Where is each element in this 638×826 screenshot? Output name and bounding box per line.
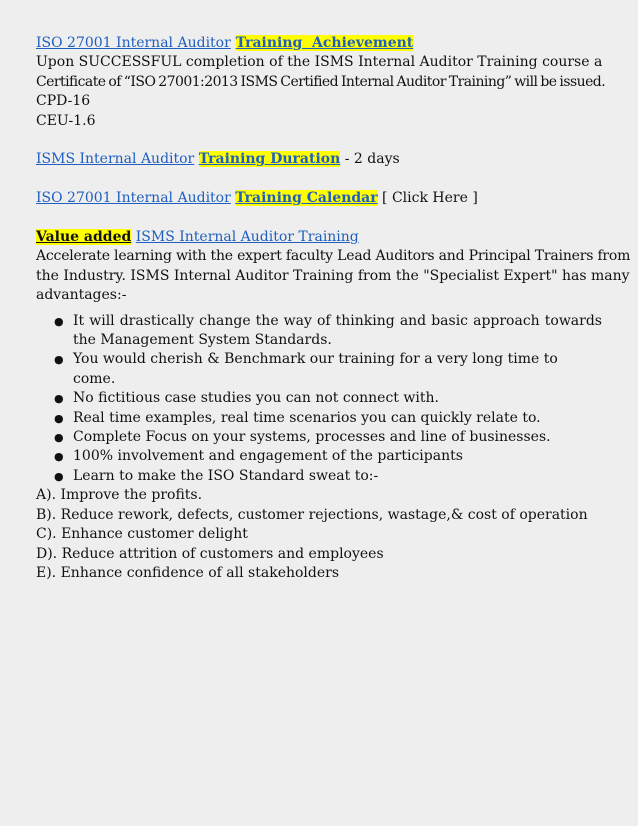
value-added-label: Value added	[36, 229, 132, 246]
outcome-d: D). Reduce attrition of customers and employees	[36, 545, 384, 562]
outcome-a: A). Improve the profits.	[36, 487, 203, 504]
value-text-line-2: the Industry. ISMS Internal Auditor Training from the "Specialist Expert" has many	[36, 267, 630, 284]
list-item-text: You would cherish & Benchmark our training for a very long time to come.	[73, 351, 558, 387]
iso-auditor-link[interactable]: ISO 27001 Internal Auditor	[36, 35, 231, 51]
value-added-heading	[36, 228, 602, 247]
training-duration-link[interactable]: Training Duration	[198, 151, 341, 168]
achievement-heading	[36, 34, 602, 53]
iso-auditor-calendar-link[interactable]: ISO 27001 Internal Auditor	[36, 190, 231, 207]
outcome-b: B). Reduce rework, defects, customer rejections, wastage,& cost of operation	[36, 506, 588, 523]
list-item-text: Learn to make the ISO Standard sweat to:-	[73, 467, 379, 484]
list-item-text: Complete Focus on your systems, processes and line of businesses.	[73, 429, 551, 446]
bullet-icon: ●	[54, 469, 64, 483]
list-item-text: 100% involvement and engagement of the participants	[73, 448, 463, 465]
duration-value: - 2 days	[340, 151, 400, 168]
bullet-icon: ●	[54, 314, 64, 328]
achievement-text-line-2: Certificate of “ISO 27001:2013 ISMS Certified Internal Auditor Training” will be issued.	[36, 73, 606, 90]
isms-training-link[interactable]: ISMS Internal Auditor Training	[135, 229, 359, 246]
duration-heading	[36, 150, 602, 169]
bullet-icon: ●	[54, 450, 64, 464]
outcome-e: E). Enhance confidence of all stakeholders	[36, 564, 340, 581]
list-item	[36, 467, 602, 486]
list-item	[36, 312, 602, 351]
isms-auditor-link[interactable]: ISMS Internal Auditor	[36, 151, 195, 168]
list-item	[36, 428, 602, 447]
list-item	[36, 447, 602, 466]
list-item	[36, 389, 602, 408]
achievement-text-line-1: Upon SUCCESSFUL completion of the ISMS Internal Auditor Training course a	[36, 54, 603, 71]
outcome-c: C). Enhance customer delight	[36, 526, 248, 543]
list-item	[36, 409, 602, 428]
calendar-line	[36, 189, 602, 208]
bullet-icon: ●	[54, 411, 64, 425]
list-item-text: Real time examples, real time scenarios you can quickly relate to.	[73, 409, 541, 426]
advantages-list	[36, 312, 602, 487]
training-achievement-link[interactable]: Training Achievement	[235, 35, 414, 51]
bullet-icon: ●	[54, 353, 64, 367]
ceu-value: CEU-1.6	[36, 112, 96, 129]
list-item	[36, 350, 602, 389]
value-text-line-1: Accelerate learning with the expert faculty Lead Auditors and Principal Trainers from	[36, 248, 631, 265]
list-item-text: No fictitious case studies you can not connect with.	[73, 390, 439, 407]
cpd-value: CPD-16	[36, 93, 91, 110]
bullet-icon: ●	[54, 431, 64, 445]
value-text-line-3: advantages:-	[36, 287, 127, 304]
list-item-text: It will drastically change the way of thinking and basic approach towards the Management System Standards.	[73, 312, 602, 349]
bullet-icon: ●	[54, 392, 64, 406]
training-calendar-link[interactable]: Training Calendar	[235, 190, 378, 207]
click-here-text[interactable]: [ Click Here ]	[377, 190, 478, 207]
